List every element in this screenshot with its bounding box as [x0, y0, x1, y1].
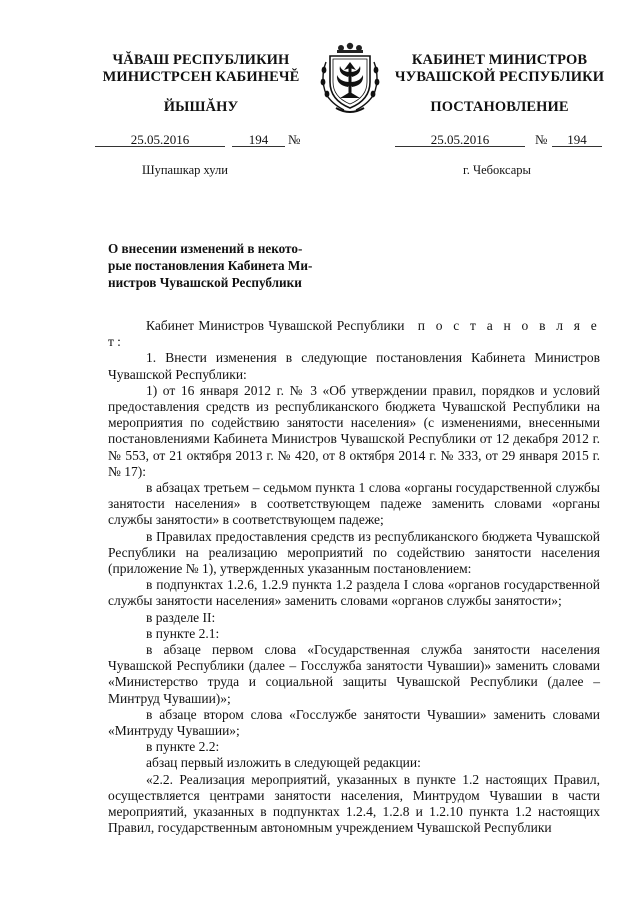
body-paragraph-4: в Правилах предоставления средств из республиканского бюджета Чувашской Республики на реализацию мероприятий по содействию занятости населения (приложение № 1), утвержденных указанным постановлением:: [108, 528, 600, 577]
title-line-2: рые постановления Кабинета Ми-: [108, 258, 313, 274]
body-paragraph-12: «2.2. Реализация мероприятий, указанных в пункте 1.2 настоящих Правил, осуществляется центрами занятости населения, Минтрудом Чувашии в части мероприятий, указанных в подпунктах 1.2.4, 1.2.8 и 1.2.10 пункта 1.2 настоящих Правил, государственным автономным учреждением Чувашской Республики: [108, 771, 600, 836]
right-date: 25.05.2016: [430, 132, 490, 147]
left-number-sign: №: [288, 132, 301, 147]
header-left-line2: МИНИСТРСЕН КАБИНЕЧĔ: [102, 69, 300, 85]
document-body: [108, 318, 600, 837]
title-line-1: О внесении изменений в некото-: [108, 241, 303, 256]
body-paragraph-7: в пункте 2.1:: [146, 625, 220, 641]
header-left-line1: ЧĂВАШ РЕСПУБЛИКИН: [112, 52, 290, 68]
emblem-graphic: [318, 42, 382, 116]
document-title: [108, 240, 338, 292]
header-left-doc-type: ЙЫШĂНУ: [163, 99, 239, 115]
body-paragraph-5: в подпунктах 1.2.6, 1.2.9 пункта 1.2 раздела I слова «органов государственной службы занятости населения» заменить словами «органов службы занятости»;: [108, 577, 600, 609]
body-paragraph-6: в разделе II:: [146, 609, 216, 625]
body-paragraph-8: в абзаце первом слова «Государственная служба занятости населения Чувашской Республики (далее – Госслужба занятости Чувашии)» заменить словами «Министерство труда и социальной защиты Чувашской Республики (далее – Минтруд Чувашии)»;: [108, 642, 600, 706]
title-line-3: нистров Чувашской Республики: [108, 275, 302, 291]
intro-action: п о с т а н о в л я е т:: [108, 318, 600, 350]
left-place: Шупашкар хули: [142, 163, 228, 177]
coat-of-arms-emblem: [318, 42, 382, 116]
header-right-line1: КАБИНЕТ МИНИСТРОВ: [411, 52, 588, 68]
intro-subject: Кабинет Министров Чувашской Республики: [146, 318, 405, 333]
left-number: 194: [248, 132, 269, 147]
body-intro: [108, 318, 600, 350]
body-paragraph-2: 1) от 16 января 2012 г. № 3 «Об утверждении правил, порядков и условий предоставления средств из республиканского бюджета Чувашской Республики на мероприятия по содействию занятости населения» (с изменениями, внесенными постановлениями Кабинета Министров Чувашской Республики от 12 декабря 2012 г. № 553, от 21 октября 2013 г. № 420, от 8 октября 2014 г. № 333, от 29 января 2015 г. № 17):: [108, 382, 600, 479]
body-paragraph-3: в абзацах третьем – седьмом пункта 1 слова «органы государственной службы занятости населения» в соответствующем падеже заменить словами «органы службы занятости» в соответствующем падеже;: [108, 480, 600, 528]
header-right-doc-type: ПОСТАНОВЛЕНИЕ: [430, 99, 569, 115]
left-date: 25.05.2016: [130, 132, 190, 147]
body-paragraph-1: 1. Внести изменения в следующие постановления Кабинета Министров Чувашской Республики:: [108, 350, 600, 382]
body-paragraph-11: абзац первый изложить в следующей редакции:: [146, 755, 421, 771]
body-paragraph-9: в абзаце втором слова «Госслужбе занятости Чувашии» заменить словами «Минтруду Чувашии»;: [108, 706, 600, 739]
body-paragraph-10: в пункте 2.2:: [146, 739, 220, 755]
right-place: г. Чебоксары: [463, 163, 531, 177]
right-number-sign: №: [535, 132, 548, 147]
right-number: 194: [567, 132, 587, 147]
header-right-line2: ЧУВАШСКОЙ РЕСПУБЛИКИ: [394, 69, 605, 85]
